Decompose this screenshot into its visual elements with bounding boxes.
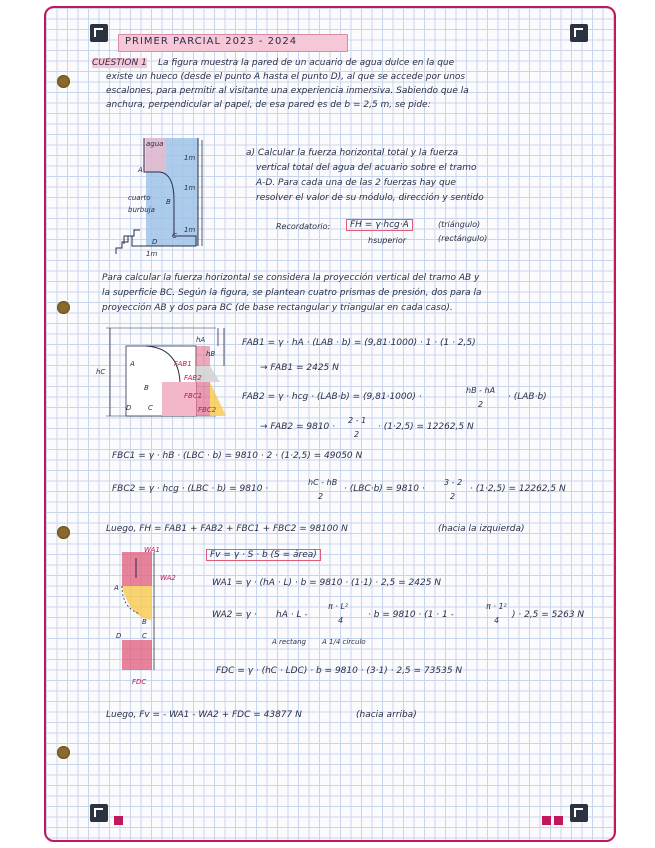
fig1-A: A	[138, 166, 143, 174]
fig1-B: B	[166, 198, 171, 206]
fig2-FAB2: FAB2	[184, 374, 202, 382]
reminder-triangulo: (triángulo)	[438, 220, 481, 229]
question-line-4: anchura, perpendicular al papel, de esa pared es de b = 2,5 m, se pide:	[106, 100, 431, 110]
eq-fv-direction: (hacia arriba)	[356, 710, 417, 720]
page-title: PRIMER PARCIAL 2023 - 2024	[118, 34, 348, 52]
fig3-WA1: WA1	[144, 546, 160, 554]
eq-circ-label: A 1/4 círculo	[322, 638, 366, 646]
eq-fbc2-b: · (LBC·b) = 9810 ·	[344, 484, 425, 494]
fig2-D: D	[126, 404, 132, 412]
eq-fab2-result-num: 2 - 1	[348, 416, 367, 425]
punch-hole-icon	[57, 746, 70, 759]
eq-wa2-b: · b = 9810 · (1 · 1 -	[368, 610, 454, 620]
horiz-line-3: proyección AB y dos para BC (de base rectangular y triangular en cada caso).	[102, 303, 453, 313]
reminder-rectangulo: (rectángulo)	[438, 234, 488, 243]
page-marker	[554, 816, 563, 825]
eq-wa2-paren: hA · L -	[276, 610, 308, 620]
fig1-C: C	[172, 232, 177, 240]
corner-logo-icon	[90, 24, 108, 42]
fig3-WA2: WA2	[160, 574, 176, 582]
step-stairs	[116, 230, 140, 254]
reminder-formula: FH = γ·hcg·A	[346, 220, 413, 230]
horiz-line-2: la superficie BC. Según la figura, se plantean cuatro prismas de presión, dos para la	[102, 288, 482, 298]
fig1-1m-d: 1m	[146, 250, 158, 258]
eq-fbc2-num2: 3 - 2	[444, 478, 463, 487]
fig3-FDC: FDC	[132, 678, 147, 686]
fig1-note-3: burbuja	[128, 206, 155, 214]
WA2-prism	[122, 586, 152, 620]
eq-fab1-result: → FAB1 = 2425 N	[260, 363, 339, 373]
question-line-2: existe un hueco (desde el punto A hasta el punto D), al que se accede por unos	[106, 72, 466, 82]
eq-fbc2-c: · (1·2,5) = 12262,5 N	[470, 484, 566, 494]
fig3-B: B	[142, 618, 147, 626]
vertical-forces-figure	[120, 548, 170, 674]
eq-fh-direction: (hacia la izquierda)	[438, 524, 525, 534]
eq-wa2-c: ) · 2,5 = 5263 N	[512, 610, 585, 620]
reminder-label: Recordatorio:	[276, 222, 331, 231]
fig3-D: D	[116, 632, 122, 640]
fig2-FAB1: FAB1	[174, 360, 192, 368]
fig1-1m-c: 1m	[184, 226, 196, 234]
eq-fdc: FDC = γ · (hC · LDC) · b = 9810 · (3·1) · 2,5 = 73535 N	[216, 666, 463, 676]
fig1-D: D	[152, 238, 158, 246]
eq-fbc2-num: hC - hB	[308, 478, 338, 487]
eq-fv-total: Luego, Fv = - WA1 - WA2 + FDC = 43877 N	[106, 710, 302, 720]
eq-fbc2-a: FBC2 = γ · hcg · (LBC · b) = 9810 ·	[112, 484, 269, 494]
eq-wa2-num: π · L²	[328, 602, 349, 611]
part-a-line-2: vertical total del agua del acuario sobre el tramo	[256, 163, 477, 173]
eq-wa2-den: 4	[338, 616, 344, 625]
fig2-hC: hC	[96, 368, 106, 376]
question-label: CUESTION 1	[92, 58, 147, 68]
notebook-page	[44, 6, 616, 842]
eq-fh-total: Luego, FH = FAB1 + FAB2 + FBC1 + FBC2 = 98100 N	[106, 524, 348, 534]
eq-wa2-a: WA2 = γ ·	[212, 610, 257, 620]
page-marker	[542, 816, 551, 825]
fig2-A: A	[130, 360, 135, 368]
fig2-hB: hB	[206, 350, 216, 358]
fig1-1m-a: 1m	[184, 154, 196, 162]
eq-fab2-tail: · (LAB·b)	[508, 392, 547, 402]
eq-fbc2-den2: 2	[450, 492, 456, 501]
fig2-FBC2: FBC2	[198, 406, 217, 414]
eq-rect-label: A rectang	[272, 638, 306, 646]
horiz-line-1: Para calcular la fuerza horizontal se considera la proyección vertical del tramo AB y	[102, 273, 480, 283]
fig2-hA: hA	[196, 336, 206, 344]
fig1-agua: agua	[146, 140, 164, 148]
WA1-prism	[122, 552, 152, 586]
punch-hole-icon	[57, 75, 70, 88]
part-a-line-1: a) Calcular la fuerza horizontal total y la fuerza	[246, 148, 459, 158]
fig2-B: B	[144, 384, 149, 392]
question-line-1: La figura muestra la pared de un acuario de agua dulce en la que	[158, 58, 455, 68]
eq-fbc1: FBC1 = γ · hB · (LBC · b) = 9810 · 2 · (1·2,5) = 49050 N	[112, 451, 363, 461]
eq-fv-formula: Fv = γ · S · b (S = área)	[206, 550, 321, 560]
eq-fab2-result-den: 2	[354, 430, 360, 439]
eq-fab2-result-b: · (1·2,5) = 12262,5 N	[378, 422, 474, 432]
eq-fab2-num: hB - hA	[466, 386, 496, 395]
eq-wa1: WA1 = γ · (hA · L) · b = 9810 · (1·1) · 2,5 = 2425 N	[212, 578, 442, 588]
part-a-line-3: A-D. Para cada una de las 2 fuerzas hay que	[256, 178, 456, 188]
eq-wa2-den2: 4	[494, 616, 500, 625]
reminder-hsup: hsuperior	[368, 236, 407, 245]
eq-fab2-result-a: → FAB2 = 9810 ·	[260, 422, 335, 432]
fig2-C: C	[148, 404, 153, 412]
punch-hole-icon	[57, 301, 70, 314]
eq-wa2-num2: π · 1²	[486, 602, 507, 611]
punch-hole-icon	[57, 526, 70, 539]
eq-fab1: FAB1 = γ · hA · (LAB · b) = (9,81·1000) · 1 · (1 · 2,5)	[242, 338, 476, 348]
fig3-A: A	[114, 584, 119, 592]
eq-fab2-den: 2	[478, 400, 484, 409]
question-line-3: escalones, para permitir al visitante una experiencia inmersiva. Sabiendo que la	[106, 86, 469, 96]
corner-logo-icon	[570, 804, 588, 822]
part-a-line-4: resolver el valor de su módulo, dirección y sentido	[256, 193, 484, 203]
corner-logo-icon	[570, 24, 588, 42]
fig1-1m-b: 1m	[184, 184, 196, 192]
corner-logo-icon	[90, 804, 108, 822]
FDC-prism	[122, 640, 152, 670]
fig1-note-1: cuarto	[128, 194, 151, 202]
page-marker	[114, 816, 123, 825]
fig2-FBC1: FBC1	[184, 392, 203, 400]
eq-fab2: FAB2 = γ · hcg · (LAB·b) = (9,81·1000) ·	[242, 392, 422, 402]
fig3-C: C	[142, 632, 147, 640]
eq-fbc2-den: 2	[318, 492, 324, 501]
